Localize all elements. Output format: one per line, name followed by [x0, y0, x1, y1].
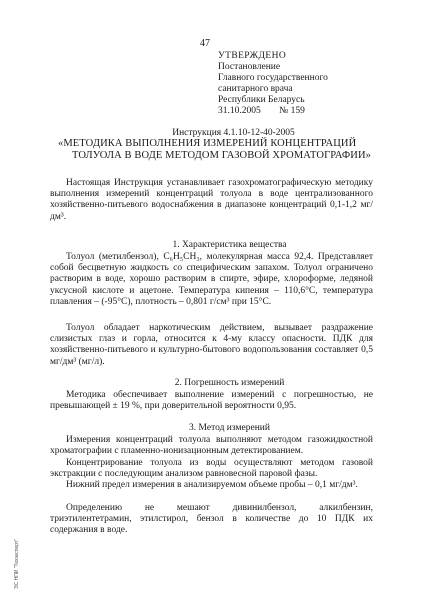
approval-date-row [218, 106, 328, 117]
watermark-text: ЭС НПИ "Техэксперт" [14, 538, 20, 589]
approval-line: Республики Беларусь [218, 95, 305, 105]
section-paragraph: Определению не мешают дивинилбензол, алкилбензин, триэтилентетрамин, этилстирол, бензол в количестве до 10 ПДК их содержания в воде. [50, 503, 373, 536]
intro-paragraph: Настоящая Инструкция устанавливает газохроматографическую методику выполнения измерений концентраций толуола в воде централизованного хозяйственно-питьевого водоснабжения в диапазоне концентраций 0,1-1,2 мг/дм³. [50, 178, 373, 222]
page-number: 47 [200, 38, 210, 49]
title-line: «МЕТОДИКА ВЫПОЛНЕНИЯ ИЗМЕРЕНИЙ КОНЦЕНТРАЦИЙ [58, 138, 357, 149]
approval-number: № 159 [279, 106, 305, 116]
section-heading: 1. Характеристика вещества [172, 240, 287, 250]
instruction-code: Инструкция 4.1.10-12-40-2005 [172, 128, 295, 138]
section-paragraph: Толуол (метилбензол), C₆H₅CH₃, молекулярная масса 92,4. Представляет собой бесцветную жидкость со специфическим запахом. Толуол ограничено растворим в воде, хорошо растворим в спирте, эфире, хлороформе, ледяной уксусной кислоте и ацетоне. Температура кипения – 110,6°C, температура плавления – (-95°C), плотность – 0,801 г/см³ при 15°C. [50, 252, 373, 307]
side-watermark [14, 515, 26, 595]
section-paragraph: Концентрирование толуола из воды осуществляют методом газовой экстракции с последующим анализом равновесной паровой фазы. [50, 458, 373, 480]
approval-line: санитарного врача [218, 84, 293, 94]
section-paragraph: Толуол обладает наркотическим действием, вызывает раздражение слизистых глаз и горла, относится к 4-му классу опасности. ПДК для хозяйственно-питьевого и культурно-бытового водопользования составляет 0,5 мг/дм³ (мг/л). [50, 323, 373, 367]
approval-status: УТВЕРЖДЕНО [218, 51, 287, 61]
document-title [58, 138, 378, 162]
section-heading: 3. Метод измерений [189, 423, 270, 433]
section-paragraph: Нижний предел измерения в анализируемом объеме пробы – 0,1 мг/дм³. [66, 480, 358, 490]
title-line: ТОЛУОЛА В ВОДЕ МЕТОДОМ ГАЗОВОЙ ХРОМАТОГРАФИИ» [72, 150, 372, 161]
approval-date: 31.10.2005 [218, 106, 261, 116]
section-paragraph: Методика обеспечивает выполнение измерений с погрешностью, не превышающей ± 19 %, при доверительной вероятности 0,95. [50, 390, 373, 412]
approval-block [218, 51, 328, 117]
section-paragraph: Измерения концентраций толуола выполняют методом газожидкостной хроматографии с пламенно-ионизационным детектированием. [50, 435, 373, 457]
approval-line: Постановление [218, 62, 281, 72]
approval-line: Главного государственного [218, 73, 328, 83]
section-heading: 2. Погрешность измерений [174, 378, 285, 388]
